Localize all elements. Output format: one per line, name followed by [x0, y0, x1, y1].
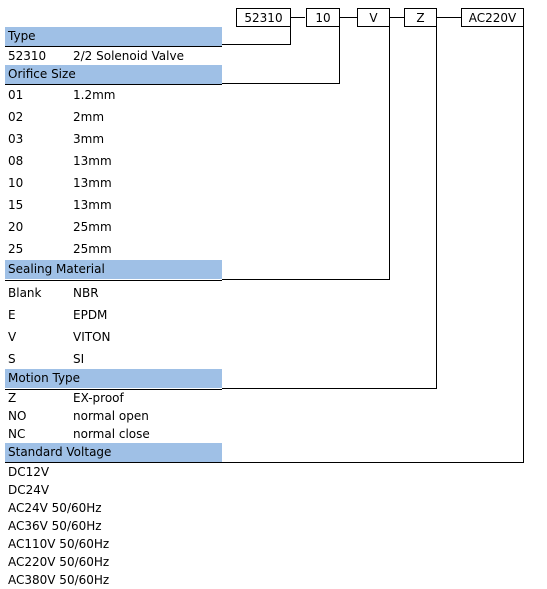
voltage-item: AC24V 50/60Hz — [8, 501, 102, 515]
motion-code: Z — [8, 391, 17, 405]
orifice-row — [8, 108, 223, 126]
motion-desc: EX-proof — [73, 391, 124, 405]
code-box-sealing: V — [357, 8, 390, 27]
section-header-motion: Motion Type — [5, 369, 222, 388]
motion-row — [8, 425, 223, 443]
orifice-row — [8, 130, 223, 148]
sealing-code: Blank — [8, 286, 42, 300]
type-desc: 2/2 Solenoid Valve — [73, 49, 184, 63]
sealing-row — [8, 284, 223, 302]
type-code: 52310 — [8, 49, 47, 63]
section-underline — [5, 84, 222, 85]
sealing-row — [8, 328, 223, 346]
orifice-row — [8, 196, 223, 214]
sealing-material: EPDM — [73, 308, 108, 322]
connector-type-h — [222, 44, 291, 45]
sealing-material: NBR — [73, 286, 99, 300]
voltage-item: DC12V — [8, 465, 50, 479]
code-box-orifice: 10 — [306, 8, 340, 27]
code-separator — [437, 17, 461, 18]
section-header-orifice: Orifice Size — [5, 65, 222, 84]
motion-code: NO — [8, 409, 27, 423]
orifice-row — [8, 152, 223, 170]
orifice-size: 13mm — [73, 198, 112, 212]
motion-row — [8, 389, 223, 407]
connector-sealing — [389, 27, 390, 279]
orifice-size: 25mm — [73, 220, 112, 234]
code-box-voltage: AC220V — [461, 8, 524, 27]
voltage-item: AC380V 50/60Hz — [8, 573, 110, 587]
motion-code: NC — [8, 427, 26, 441]
sealing-code: V — [8, 330, 17, 344]
orifice-code: 01 — [8, 88, 24, 102]
section-header-sealing: Sealing Material — [5, 260, 222, 279]
code-separator — [390, 17, 404, 18]
orifice-size: 13mm — [73, 154, 112, 168]
voltage-item: AC36V 50/60Hz — [8, 519, 102, 533]
code-separator — [291, 17, 305, 18]
connector-voltage — [523, 27, 524, 463]
section-header-type: Type — [5, 27, 222, 46]
orifice-code: 15 — [8, 198, 24, 212]
sealing-row — [8, 306, 223, 324]
connector-motion — [436, 27, 437, 388]
motion-desc: normal open — [73, 409, 149, 423]
orifice-row — [8, 218, 223, 236]
orifice-code: 10 — [8, 176, 24, 190]
type-row — [8, 47, 223, 65]
section-underline — [5, 280, 222, 281]
code-box-motion: Z — [404, 8, 437, 27]
orifice-code: 08 — [8, 154, 24, 168]
sealing-material: VITON — [73, 330, 111, 344]
section-header-voltage: Standard Voltage — [5, 443, 222, 462]
orifice-size: 25mm — [73, 242, 112, 256]
motion-desc: normal close — [73, 427, 150, 441]
orifice-code: 03 — [8, 132, 24, 146]
voltage-item: DC24V — [8, 483, 50, 497]
orifice-code: 20 — [8, 220, 24, 234]
orifice-size: 2mm — [73, 110, 105, 124]
voltage-item: AC110V 50/60Hz — [8, 537, 110, 551]
orifice-size: 1.2mm — [73, 88, 116, 102]
orifice-code: 02 — [8, 110, 24, 124]
orifice-row — [8, 240, 223, 258]
sealing-code: S — [8, 352, 16, 366]
connector-sealing-h — [222, 279, 390, 280]
sealing-code: E — [8, 308, 16, 322]
sealing-material: SI — [73, 352, 85, 366]
voltage-item: AC220V 50/60Hz — [8, 555, 110, 569]
orifice-row — [8, 86, 223, 104]
sealing-row — [8, 350, 223, 368]
connector-voltage-h — [222, 462, 524, 463]
code-box-series: 52310 — [236, 8, 291, 27]
connector-motion-h — [222, 388, 437, 389]
connector-type — [290, 27, 291, 44]
connector-orifice — [339, 27, 340, 83]
connector-orifice-h — [222, 83, 340, 84]
orifice-code: 25 — [8, 242, 24, 256]
orifice-row — [8, 174, 223, 192]
code-separator — [340, 17, 357, 18]
motion-row — [8, 407, 223, 425]
orifice-size: 3mm — [73, 132, 105, 146]
orifice-size: 13mm — [73, 176, 112, 190]
